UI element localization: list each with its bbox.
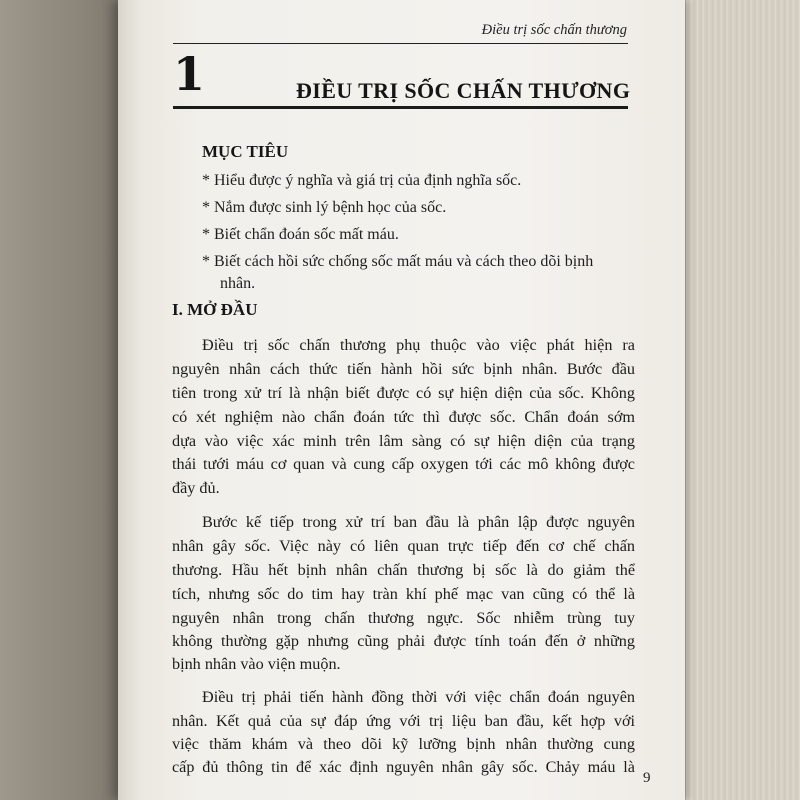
paragraph-line: đầy đủ.: [172, 479, 220, 497]
header-rule: [173, 43, 628, 44]
paragraph-line: tích, nhưng sốc do tim hay tràn khí phế mạc van cũng có thể là: [172, 585, 635, 603]
paragraph-line: nguyên nhân cách thức tiến hành hồi sức bịnh nhân. Bước đầu: [172, 360, 635, 378]
chapter-title-rule: [173, 106, 628, 109]
objective-item: * Biết cách hồi sức chống sốc mất máu và cách theo dõi bịnh: [202, 253, 594, 270]
running-head: Điều trị sốc chấn thương: [481, 22, 627, 38]
paragraph-line: thái tưới máu cơ quan và cung cấp oxygen tới các mô không được: [172, 455, 635, 473]
chapter-number: 1: [173, 47, 206, 101]
paragraph-line: có xét nghiệm nào chẩn đoán tức thì được sốc. Chẩn đoán sớm: [172, 408, 635, 426]
paragraph-line: Điều trị sốc chấn thương phụ thuộc vào việc phát hiện ra: [202, 336, 635, 354]
paragraph-line: cấp đủ thông tin để xác định nguyên nhân gây sốc. Chảy máu là: [172, 758, 635, 776]
paragraph-line: bịnh nhân vào viện muộn.: [172, 655, 341, 673]
paragraph-line: tiên trong xử trí là nhận biết được có sự hiện diện của sốc. Không: [172, 384, 635, 402]
paragraph-line: nguyên nhân trong chấn thương ngực. Sốc nhiễm trùng tuy: [172, 609, 635, 627]
paragraph-line: thương. Hầu hết bịnh nhân chấn thương bị sốc là do giảm thể: [172, 561, 635, 579]
section-heading: I. MỞ ĐẦU: [172, 300, 258, 319]
objective-item: * Biết chẩn đoán sốc mất máu.: [202, 226, 399, 243]
book-page-stack: [686, 0, 800, 800]
paragraph-line: nhân. Kết quả của sự đáp ứng với trị liệu ban đầu, kết hợp với: [172, 712, 635, 730]
objective-item: * Nắm được sinh lý bệnh học của sốc.: [202, 199, 447, 216]
paragraph-line: nhân gây sốc. Việc này có liên quan trực tiếp đến cơ chế chấn: [172, 537, 635, 555]
chapter-title: ĐIỀU TRỊ SỐC CHẤN THƯƠNG: [296, 78, 631, 103]
objectives-heading: MỤC TIÊU: [202, 142, 289, 161]
paragraph-line: dựa vào việc xác minh trên lâm sàng có sự hiện diện của trạng: [172, 432, 635, 450]
book-page: [118, 0, 685, 800]
paragraph-line: việc thăm khám và theo dõi kỹ lưỡng bịnh nhân thường cung: [172, 735, 635, 753]
objective-item-continuation: nhân.: [220, 275, 256, 292]
objective-item: * Hiểu được ý nghĩa và giá trị của định nghĩa sốc.: [202, 172, 522, 189]
paragraph-line: Điều trị phải tiến hành đồng thời với việc chẩn đoán nguyên: [202, 688, 635, 706]
page-number: 9: [643, 770, 651, 786]
paragraph-line: Bước kế tiếp trong xử trí ban đầu là phân lập được nguyên: [202, 513, 635, 531]
paragraph-line: không thường gặp nhưng cũng phải được tính toán đến ở những: [172, 632, 635, 650]
